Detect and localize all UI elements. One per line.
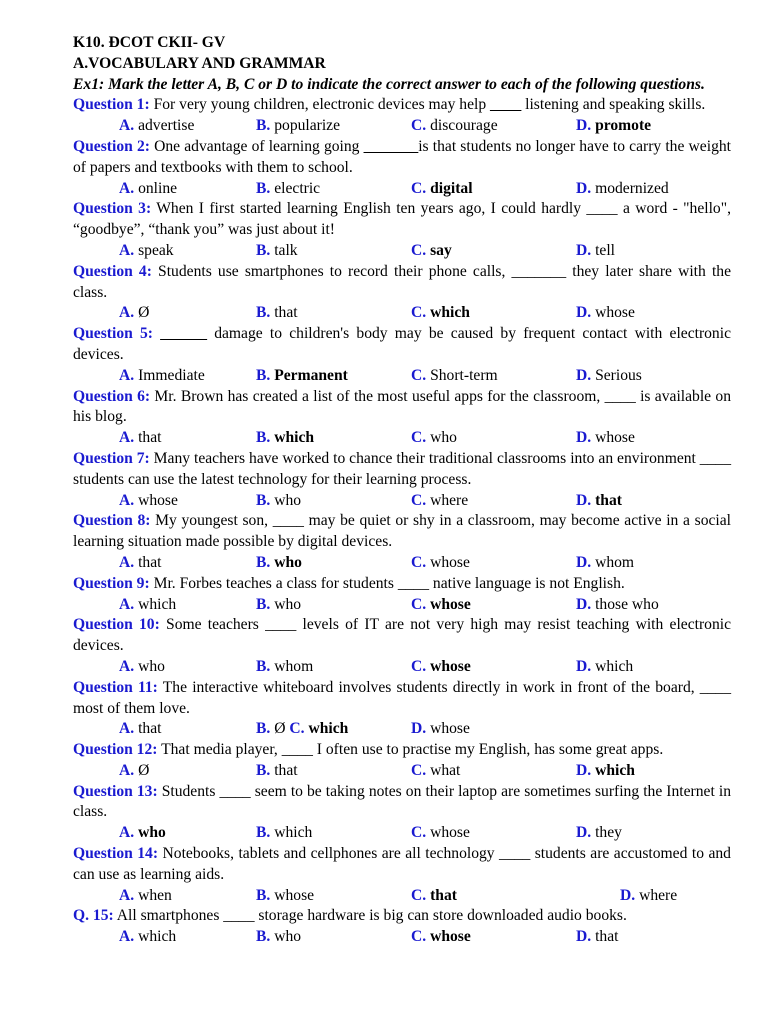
answer-options [73,761,731,782]
option-text: who [274,553,302,571]
answer-option[interactable] [256,179,320,200]
option-letter: C. [411,761,427,779]
answer-option[interactable] [411,595,471,616]
question-label: Question 10: [73,616,160,634]
option-text: advertise [138,117,195,135]
option-letter: D. [576,595,592,613]
option-letter: C. [411,117,427,135]
option-letter: C. [411,241,427,259]
option-text: electric [274,179,321,197]
option-letter: D. [576,491,592,509]
answer-options [73,927,731,948]
answer-option[interactable] [256,241,298,262]
answer-option[interactable] [256,761,298,782]
question-list [73,95,731,948]
answer-options [73,719,731,740]
question-stem [73,137,731,179]
question-text: For very young children, electronic devices may help [149,96,491,114]
option-text: tell [595,241,615,259]
answer-blank: ____ [490,96,522,114]
option-text: whose [430,824,470,842]
answer-option[interactable] [119,553,161,574]
worksheet-title: K10. ĐCOT CKII- GV [73,34,226,51]
question-text: Mr. Brown has created a list of the most useful apps for the classroom, ____ is available on his blog. [73,387,731,426]
option-text: modernized [595,179,669,197]
answer-option[interactable] [411,366,498,387]
option-letter: B. [256,657,271,675]
option-text: online [138,179,178,197]
option-letter: C. [289,720,305,738]
option-text: which [274,824,313,842]
question-text: One advantage of learning going [149,137,364,155]
answer-option[interactable] [576,116,651,137]
option-text: say [430,241,452,259]
option-text: whose [430,720,470,738]
question-label: Question 14: [73,845,159,863]
option-letter: B. [256,886,271,904]
option-letter: B. [256,491,271,509]
answer-option[interactable] [256,428,314,449]
exercise-instruction: Ex1: Mark the letter A, B, C or D to indicate the correct answer to each of the following questions. [73,75,705,93]
option-text: that [274,761,298,779]
question-label: Question 12: [73,741,158,759]
option-letter: D. [411,720,427,738]
answer-option[interactable] [411,491,468,512]
option-text: Ø [138,761,150,779]
option-letter: A. [119,761,135,779]
answer-blank: _______ [363,137,419,155]
option-text: whose [430,595,471,613]
option-letter: D. [576,553,592,571]
question-stem [73,199,731,241]
answer-option[interactable] [119,241,174,262]
answer-option[interactable] [119,116,194,137]
option-text: which [430,304,470,322]
option-text: that [274,304,298,322]
question-label: Q. 15: [73,907,114,925]
option-text: what [430,761,461,779]
option-text: digital [430,179,473,197]
answer-option[interactable] [119,719,161,740]
option-letter: C. [411,366,427,384]
question-stem [73,844,731,886]
option-letter: A. [119,886,135,904]
option-text: who [138,657,165,675]
option-letter: B. [256,824,271,842]
question-text: All smartphones ____ storage hardware is big can store downloaded audio books. [113,907,627,925]
option-text: that [595,491,622,509]
question-text: Many teachers have worked to chance their traditional classrooms into an environment ____ students can use the latest technology for their learning process. [73,449,731,488]
answer-option[interactable] [119,886,172,907]
option-letter: C. [411,304,427,322]
option-letter: A. [119,429,135,447]
answer-option[interactable] [411,761,460,782]
answer-option[interactable] [256,719,348,740]
option-letter: B. [256,429,271,447]
answer-option[interactable] [256,927,301,948]
option-letter: D. [576,179,592,197]
question-text: Some teachers ____ levels of IT are not very high may resist teaching with electronic devices. [73,616,731,655]
answer-option[interactable] [256,595,301,616]
question-stem [73,387,731,429]
option-text: who [274,928,302,946]
option-text: that [138,720,162,738]
option-text: whose [138,491,178,509]
answer-options [73,366,731,387]
answer-option[interactable] [576,241,615,262]
answer-option[interactable] [119,595,176,616]
answer-option[interactable] [411,179,473,200]
answer-option[interactable] [256,491,301,512]
question-text-tail: listening and speaking skills. [521,96,706,114]
option-letter: D. [576,366,592,384]
option-letter: B. [256,720,271,738]
answer-option[interactable] [411,553,470,574]
option-letter: D. [576,241,592,259]
option-letter: D. [620,886,636,904]
answer-options [73,241,731,262]
option-text: Immediate [138,366,205,384]
answer-option[interactable] [256,657,313,678]
answer-option[interactable] [576,303,635,324]
option-text: whose [274,886,315,904]
question-label: Question 3: [73,200,152,218]
option-letter: A. [119,491,135,509]
answer-option[interactable] [119,491,178,512]
answer-option[interactable] [256,886,314,907]
option-text: which [595,657,634,675]
answer-option[interactable] [411,303,470,324]
option-text: who [138,824,166,842]
question-text: Mr. Forbes teaches a class for students ____ native language is not English. [149,574,625,592]
option-text: Ø [138,304,150,322]
option-letter: B. [256,761,271,779]
answer-options [73,886,731,907]
answer-option[interactable] [576,553,634,574]
option-text: they [595,824,622,842]
option-text: whose [430,928,471,946]
question-text-tail: damage to children's body may be caused by frequent contact with electronic devices. [73,325,731,363]
answer-options [73,116,731,137]
option-letter: C. [411,179,427,197]
option-letter: B. [256,928,271,946]
option-letter: D. [576,304,592,322]
option-text: speak [138,241,174,259]
option-letter: B. [256,179,271,197]
question-text: When I first started learning English ten years ago, I could hardly ____ a word - "hello", “goodbye”, “thank you” was just about it! [73,200,731,239]
option-letter: B. [256,117,271,135]
answer-option[interactable] [576,179,669,200]
answer-option[interactable] [411,428,457,449]
question-text-tail: is that students no longer have to carry the weight of papers and textbooks with them to school. [73,137,731,176]
option-letter: D. [576,761,592,779]
option-letter: A. [119,241,135,259]
question-stem [73,906,731,927]
section-heading: A.VOCABULARY AND GRAMMAR [73,54,326,72]
answer-option[interactable] [119,366,205,387]
option-letter: A. [119,553,135,571]
answer-option[interactable] [411,116,498,137]
option-text: which [138,595,177,613]
answer-option[interactable] [256,366,348,387]
question-stem [73,324,731,366]
option-text: which [308,720,349,738]
answer-option[interactable] [576,428,635,449]
question-text: My youngest son, ____ may be quiet or shy in a classroom, may become active in a social learning situation made possible by digital devices. [73,512,731,551]
option-text: whose [595,429,635,447]
answer-options [73,823,731,844]
question-text: Students use smartphones to record their phone calls, _______ they later share with the class. [73,262,731,301]
option-letter: B. [256,304,271,322]
option-letter: C. [411,824,427,842]
answer-options [73,428,731,449]
answer-option[interactable] [576,491,622,512]
option-text: Permanent [274,366,348,384]
option-letter: C. [411,886,427,904]
question-label: Question 8: [73,512,151,530]
question-text: The interactive whiteboard involves students directly in work in front of the board, ____ most of them love. [73,678,731,717]
option-letter: B. [256,553,271,571]
option-text: that [138,553,162,571]
answer-option[interactable] [411,657,471,678]
option-letter: C. [411,595,427,613]
question-label: Question 2: [73,137,150,155]
question-label: Question 5: [73,325,153,343]
question-label: Question 6: [73,387,151,405]
answer-option[interactable] [576,657,633,678]
option-text: whom [595,553,635,571]
option-letter: D. [576,928,592,946]
option-text: which [274,429,315,447]
answer-options [73,491,731,512]
option-letter: C. [411,491,427,509]
answer-option[interactable] [411,823,470,844]
answer-option[interactable] [256,116,340,137]
option-letter: D. [576,657,592,675]
option-text: popularize [274,117,341,135]
answer-options [73,303,731,324]
answer-option[interactable] [119,927,176,948]
answer-option[interactable] [256,303,298,324]
question-stem [73,740,731,761]
question-label: Question 13: [73,782,158,800]
answer-option[interactable] [119,428,161,449]
option-text: Serious [595,366,642,384]
option-letter: A. [119,928,135,946]
option-letter: A. [119,657,135,675]
answer-option[interactable] [411,886,457,907]
question-stem [73,615,731,657]
answer-option[interactable] [576,761,635,782]
option-letter: A. [119,117,135,135]
question-text: Notebooks, tablets and cellphones are all technology ____ students are accustomed to and can use as learning aids. [73,845,731,883]
option-letter: A. [119,595,135,613]
answer-blank: ______ [160,325,207,343]
option-letter: A. [119,304,135,322]
answer-option[interactable] [256,823,312,844]
question-label: Question 4: [73,262,152,280]
option-text: where [430,491,469,509]
option-letter: C. [411,553,427,571]
option-text: discourage [430,117,498,135]
option-letter: A. [119,824,135,842]
option-letter: B. [256,366,271,384]
question-stem [73,449,731,491]
question-stem [73,262,731,304]
option-text: which [595,761,635,779]
option-letter: D. [576,429,592,447]
question-label: Question 9: [73,574,150,592]
option-text: promote [595,117,652,135]
option-text: who [430,429,457,447]
option-text: who [274,595,302,613]
question-text: That media player, ____ I often use to practise my English, has some great apps. [157,741,664,759]
option-letter: C. [411,657,427,675]
question-stem [73,574,731,595]
option-text: which [138,928,177,946]
option-text: where [639,886,678,904]
worksheet [73,33,731,948]
option-text: whom [274,657,314,675]
answer-options [73,553,731,574]
option-text: that [138,429,162,447]
option-letter: A. [119,179,135,197]
option-text: Ø [274,720,286,738]
option-letter: A. [119,366,135,384]
question-text: Students ____ seem to be taking notes on their laptop are sometimes surfing the Internet in class. [73,782,731,821]
answer-option[interactable] [119,179,177,200]
option-text: who [274,491,302,509]
option-text: when [138,886,172,904]
answer-option[interactable] [119,823,166,844]
answer-option[interactable] [411,241,452,262]
answer-option[interactable] [576,927,618,948]
option-text: whose [430,657,471,675]
question-label: Question 7: [73,449,150,467]
question-stem [73,782,731,824]
option-text: whose [595,304,635,322]
option-letter: B. [256,241,271,259]
question-label: Question 1: [73,96,150,114]
answer-option[interactable] [256,553,302,574]
answer-options [73,657,731,678]
option-letter: D. [576,824,592,842]
answer-options [73,595,731,616]
answer-options [73,179,731,200]
option-text: Short-term [430,366,498,384]
answer-option[interactable] [576,366,642,387]
option-letter: C. [411,429,427,447]
option-text: talk [274,241,298,259]
answer-option[interactable] [119,761,149,782]
option-letter: D. [576,117,592,135]
question-stem [73,95,731,116]
option-letter: B. [256,595,271,613]
question-stem [73,678,731,720]
answer-option[interactable] [576,823,622,844]
answer-option[interactable] [411,927,471,948]
option-letter: A. [119,720,135,738]
answer-option[interactable] [411,719,470,740]
answer-option[interactable] [620,886,677,907]
option-text: whose [430,553,470,571]
option-text: those who [595,595,659,613]
answer-option[interactable] [119,303,149,324]
option-text: that [430,886,457,904]
question-stem [73,511,731,553]
answer-option[interactable] [119,657,165,678]
option-text: that [595,928,619,946]
answer-option[interactable] [576,595,659,616]
option-letter: C. [411,928,427,946]
question-label: Question 11: [73,678,158,696]
